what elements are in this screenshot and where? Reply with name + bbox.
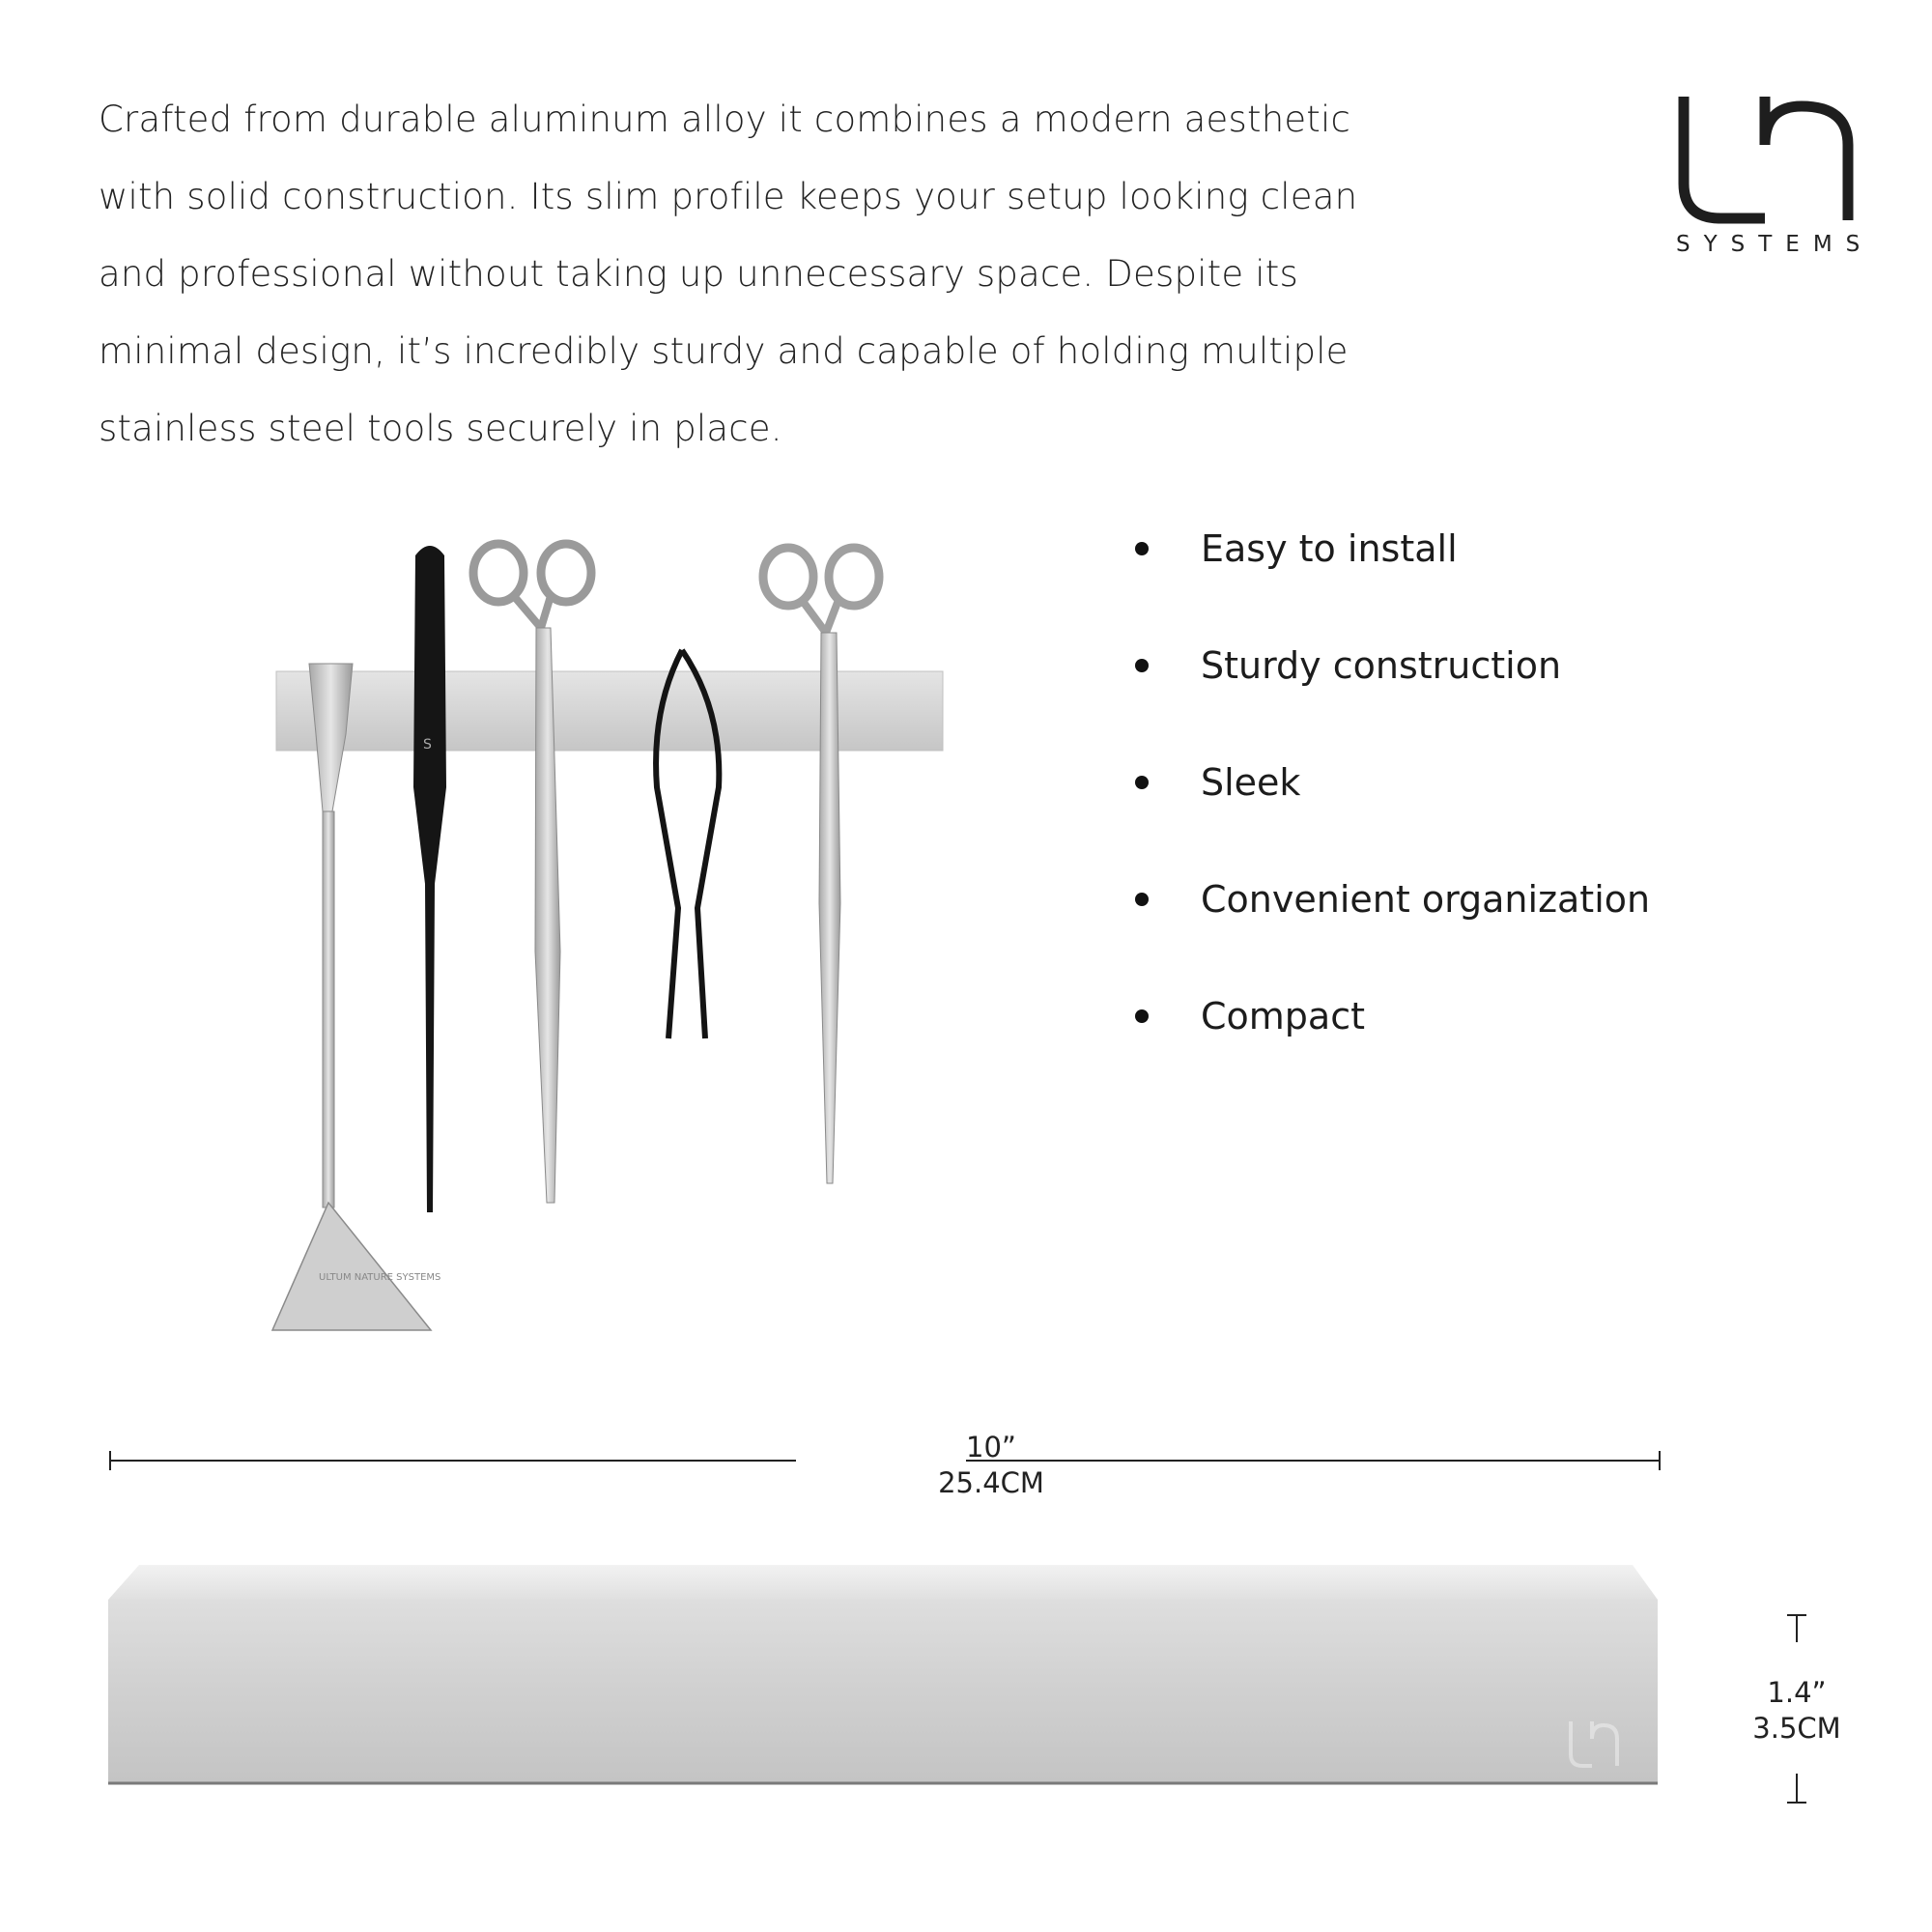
feature-item: [1135, 867, 1650, 984]
brand-name: SYSTEMS: [1676, 232, 1874, 257]
bullet-icon: [1135, 893, 1149, 906]
magnetic-bar-photo: [104, 1565, 1669, 1816]
bullet-icon: [1135, 1009, 1149, 1023]
brand-logo: [1676, 95, 1874, 259]
feature-list: [1135, 517, 1650, 1101]
feature-label: Sturdy construction: [1201, 644, 1562, 687]
height-metric: 3.5CM: [1752, 1712, 1841, 1745]
width-imperial: 10”: [966, 1431, 1016, 1463]
tool-holder-illustration: [261, 536, 956, 1338]
height-label: [1739, 1675, 1855, 1747]
tweezers-tool: [413, 546, 446, 1212]
feature-item: [1135, 517, 1650, 634]
height-imperial: 1.4”: [1767, 1676, 1827, 1709]
feature-label: Convenient organization: [1201, 878, 1651, 921]
un-logo-icon: [1676, 95, 1860, 230]
feature-label: Easy to install: [1201, 527, 1458, 570]
feature-item: [1135, 751, 1650, 867]
bullet-icon: [1135, 659, 1149, 672]
height-dimension: [1739, 1613, 1855, 1806]
bullet-icon: [1135, 542, 1149, 555]
feature-label: Compact: [1201, 995, 1365, 1037]
width-metric: 25.4CM: [938, 1466, 1044, 1499]
long-scissors-tool: [473, 544, 591, 1203]
feature-item: [1135, 634, 1650, 751]
bullet-icon: [1135, 776, 1149, 789]
feature-label: Sleek: [1201, 761, 1301, 804]
curved-scissors-tool: [763, 548, 879, 1183]
width-label: [808, 1430, 1175, 1501]
product-description: Crafted from durable aluminum alloy it combines a modern aesthetic with solid construction. Its slim profile keeps your setup looking clean and professional without taking up unnecessary space. Despite its minimal design, it’s incredibly sturdy and capable of holding multiple stainless steel tools securely in place.: [99, 99, 1358, 449]
svg-text:ULTUM NATURE SYSTEMS: ULTUM NATURE SYSTEMS: [319, 1272, 441, 1283]
magnetic-bar: [276, 671, 943, 751]
width-dimension: [108, 1430, 1662, 1507]
feature-item: [1135, 984, 1650, 1101]
svg-text:S: S: [423, 737, 432, 753]
